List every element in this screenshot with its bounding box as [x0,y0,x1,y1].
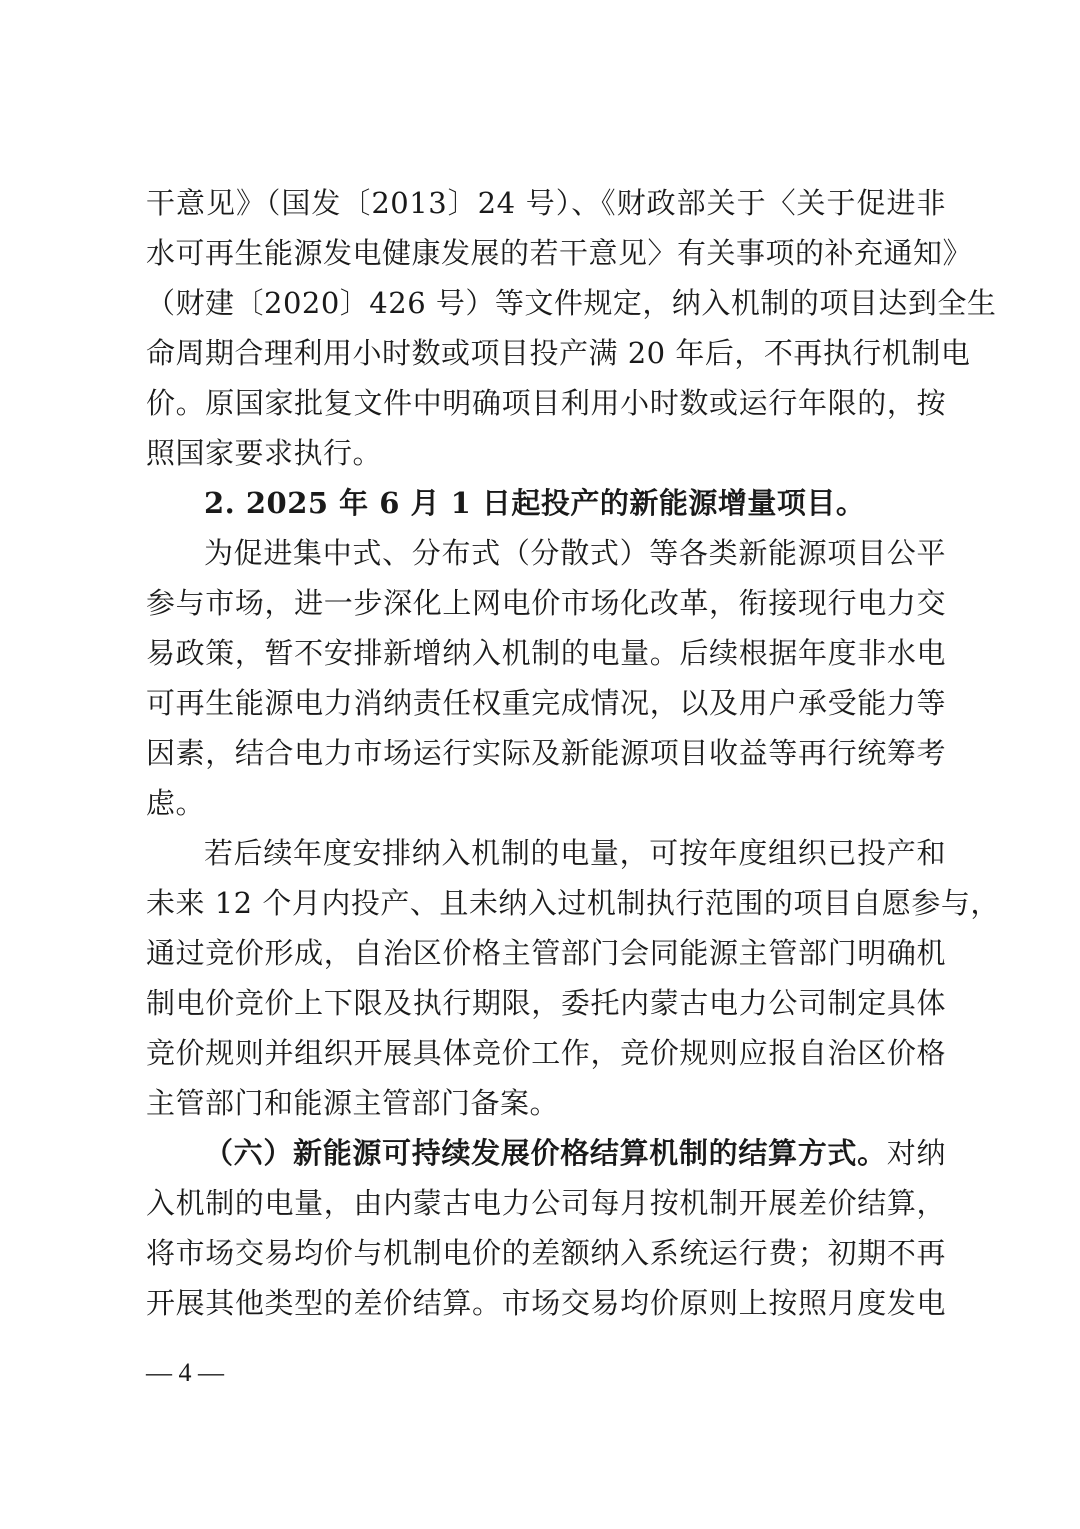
text-line: 虑。 [146,786,206,820]
text-line: 因素，结合电力市场运行实际及新能源项目收益等再行统筹考 [146,736,946,770]
paragraph-5 [146,1128,946,1328]
section-heading: 2. 2025 年 6 月 1 日起投产的新能源增量项目。 [204,486,866,520]
text-line: 若后续年度安排纳入机制的电量，可按年度组织已投产和 [204,836,946,870]
text-line: 主管部门和能源主管部门备案。 [146,1086,560,1120]
text-line [146,1128,946,1178]
text-line: 将市场交易均价与机制电价的差额纳入系统运行费；初期不再 [146,1236,946,1270]
text-line: 竞价规则并组织开展具体竞价工作，竞价规则应报自治区价格 [146,1036,946,1070]
text-line: 可再生能源电力消纳责任权重完成情况，以及用户承受能力等 [146,686,946,720]
paragraph-4 [146,828,1000,1128]
text-line: 未来 12 个月内投产、且未纳入过机制执行范围的项目自愿参与， [146,886,1000,920]
text-line: 制电价竞价上下限及执行期限，委托内蒙古电力公司制定具体 [146,986,946,1020]
text-line: 命周期合理利用小时数或项目投产满 20 年后，不再执行机制电 [146,336,971,370]
text-line: （财建〔2020〕426 号）等文件规定，纳入机制的项目达到全生 [146,286,997,320]
text-run: 对纳 [886,1136,946,1170]
text-line: 参与市场，进一步深化上网电价市场化改革，衔接现行电力交 [146,586,946,620]
text-line: 通过竞价形成，自治区价格主管部门会同能源主管部门明确机 [146,936,946,970]
paragraph-3 [146,528,946,828]
text-line: 干意见》（国发〔2013〕24 号）、《财政部关于〈关于促进非 [146,186,946,220]
section-heading-inline: （六）新能源可持续发展价格结算机制的结算方式。 [204,1136,887,1170]
page-number: — 4 — [146,1358,224,1387]
text-line: 照国家要求执行。 [146,436,383,470]
paragraph-1 [146,178,997,478]
text-line: 价。原国家批复文件中明确项目利用小时数或运行年限的，按 [146,386,946,420]
text-line: 入机制的电量，由内蒙古电力公司每月按机制开展差价结算， [146,1186,946,1220]
text-line: 易政策，暂不安排新增纳入机制的电量。后续根据年度非水电 [146,636,946,670]
text-line: 水可再生能源发电健康发展的若干意见〉有关事项的补充通知》 [146,236,973,270]
text-line: 开展其他类型的差价结算。市场交易均价原则上按照月度发电 [146,1286,946,1320]
document-body [146,178,1000,1328]
text-line: 为促进集中式、分布式（分散式）等各类新能源项目公平 [204,536,946,570]
